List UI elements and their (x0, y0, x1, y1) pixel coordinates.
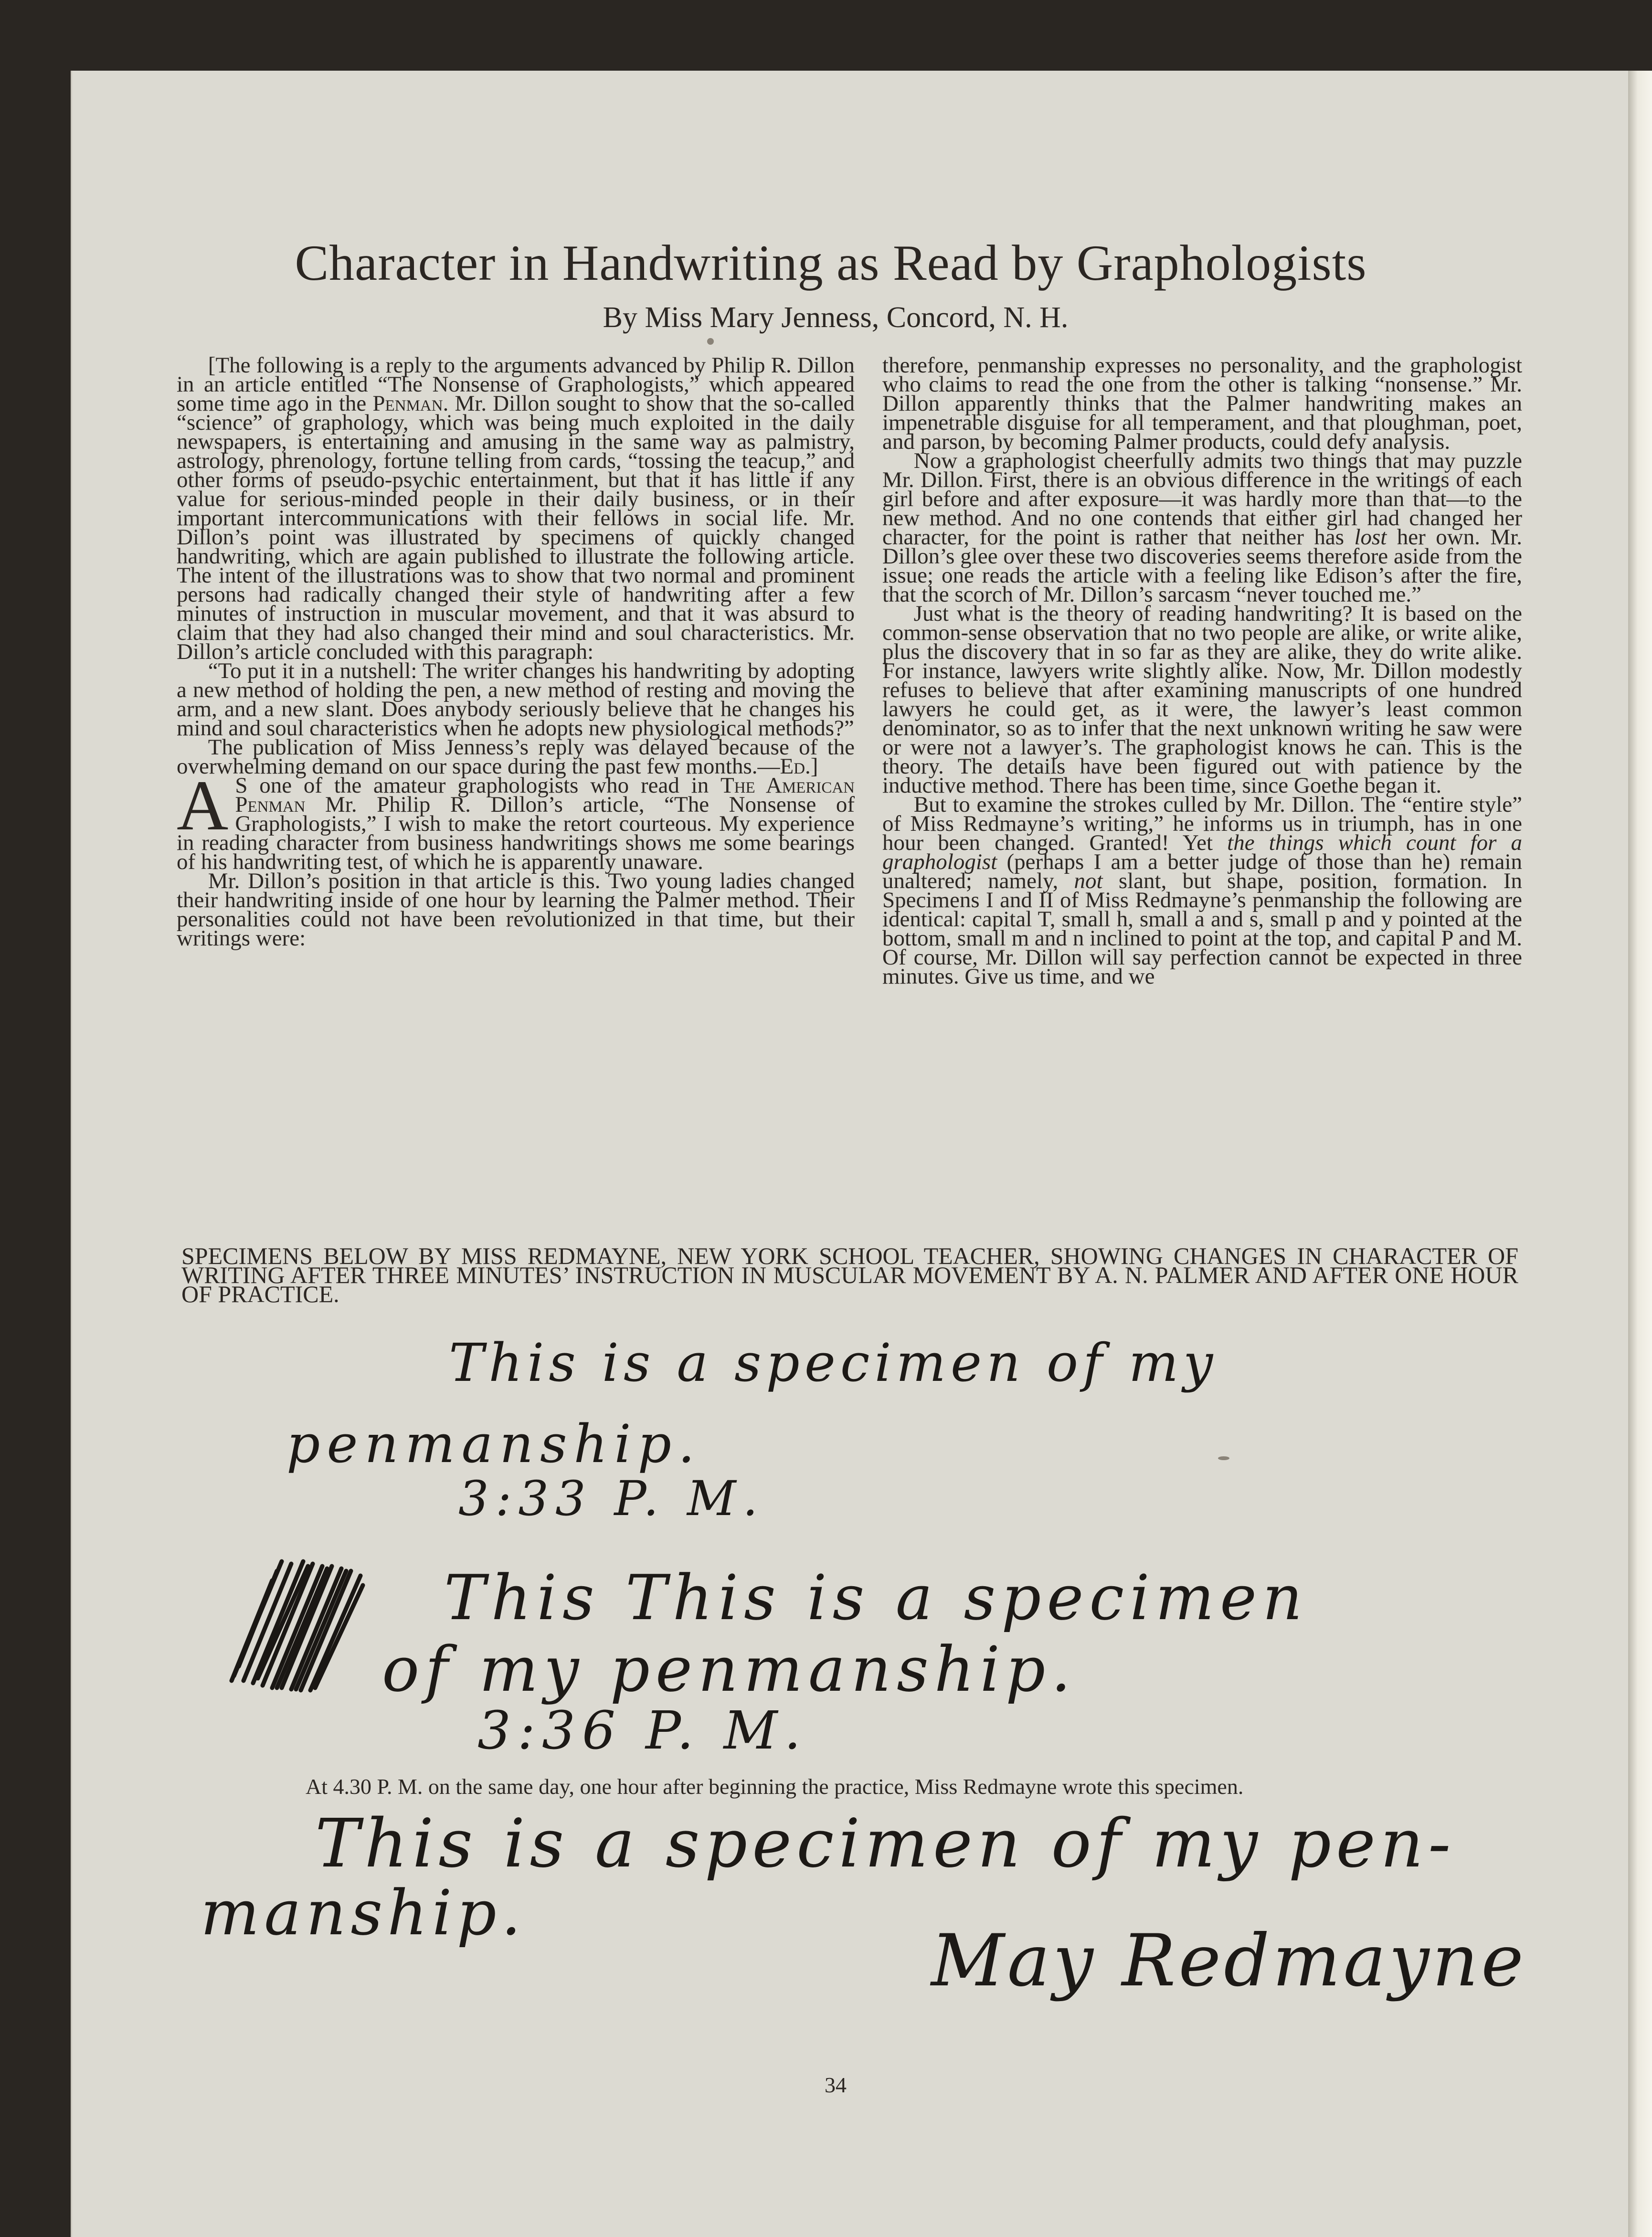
article-title: Character in Handwriting as Read by Graphologists (295, 235, 1367, 291)
specimen-3-note: At 4.30 P. M. on the same day, one hour after beginning the practice, Miss Redmayne wrote this specimen. (306, 1774, 1244, 1799)
body-paragraph: But to examine the strokes culled by Mr. Dillon. The “entire style” of Miss Redmayne’s writing,” he informs us in triumph, has in one hour been changed. Granted! Yet the things which count for a graphologist (perhaps I am a better judge of those than he) remain unaltered; namely, not slant, but shape, position, formation. In Specimens I and II of Miss Redmayne’s penmanship the following are identical: capital T, small h, small a and s, small p and y pointed at the bottom, small m and n inclined to point at the top, and capital P and M. Of course, Mr. Dillon will say perfection cannot be expected in three minutes. Give us time, and we (882, 792, 1522, 989)
page-number: 34 (825, 2073, 847, 2097)
ink-fleck (707, 338, 714, 345)
specimen-1-time: 3:33 P. M. (458, 1471, 765, 1527)
opening-paragraph: A S one of the amateur graphologists who read in The American Penman Mr. Philip R. Dillon’s article, “The Nonsense of Graphologists,” I wish to make the retort courteous. My experience in reading character from business handwritings shows me some bearings of his handwriting test, of which he is apparently unaware. (177, 766, 855, 874)
signature: May Redmayne (931, 1919, 1526, 2003)
drop-cap: A (177, 766, 229, 845)
body-paragraph: therefore, penmanship expresses no personality, and the graphologist who claims to read the one from the other is talking “nonsense.” Mr. Dillon apparently thinks that the Palmer handwriting makes an impenetrable disguise for all temperament, and that ploughman, poet, and parson, by becoming Palmer products, could defy analysis. (882, 353, 1522, 454)
specimen-2-line-1: This This is a specimen (444, 1561, 1308, 1634)
specimen-3-line-2: manship. (201, 1877, 526, 1949)
left-column (177, 353, 855, 951)
quoted-paragraph: “To put it in a nutshell: The writer changes his handwriting by adopting a new method of holding the pen, a new method of resting and moving the arm, and a new slant. Does anybody seriously believe that he changes his mind and soul characteristics when he adopts new physiological methods?” (177, 658, 855, 741)
editor-delay-note: The publication of Miss Jenness’s reply was delayed because of the overwhelming demand on our space during the past few months.—Ed.] (177, 735, 855, 779)
specimen-2-line-2: of my penmanship. (382, 1633, 1077, 1706)
body-paragraph: Mr. Dillon’s position in that article is this. Two young ladies changed their handwriting inside of one hour by learning the Palmer method. Their personalities could not have been revolutionized in that time, but their writings were: (177, 869, 855, 951)
specimen-3-line-1: This is a specimen of my pen- (315, 1805, 1456, 1883)
right-column (882, 353, 1522, 989)
ink-fleck (1218, 1456, 1229, 1460)
specimen-caption: SPECIMENS BELOW BY MISS REDMAYNE, NEW YORK SCHOOL TEACHER, SHOWING CHANGES IN CHARACTER OF WRITING AFTER THREE MINUTES’ INSTRUCTION IN MUSCULAR MOVEMENT BY A. N. PALMER AND AFTER ONE HOUR OF PRACTICE. (181, 1242, 1518, 1307)
body-paragraph: Now a graphologist cheerfully admits two things that may puzzle Mr. Dillon. First, there is an obvious difference in the writings of each girl before and after exposure—it was hardly more than that—to the new method. And no one contends that either girl had changed her character, for the point is rather that neither has lost her own. Mr. Dillon’s glee over these two discoveries seems therefore aside from the issue; one reads the article with a feeling like Edison’s after the fire, that the scorch of Mr. Dillon’s sarcasm “never touched me.” (882, 448, 1522, 607)
body-paragraph: Just what is the theory of reading handwriting? It is based on the common-sense observation that no two people are alike, or write alike, plus the discovery that in so far as they are alike, they do write alike. For instance, lawyers write slightly alike. Now, Mr. Dillon modestly refuses to believe that after examining manuscripts of one hundred lawyers he could get, as it were, the lawyer’s least common denominator, so as to infer that the next unknown writing he saw were or were not a lawyer’s. The graphologist knows he can. This is the theory. The details have been figured out with patience by the inductive method. There has been time, since Goethe began it. (882, 601, 1522, 798)
specimen-2-time: 3:36 P. M. (477, 1700, 808, 1761)
article-byline: By Miss Mary Jenness, Concord, N. H. (603, 301, 1069, 334)
editor-note: [The following is a reply to the arguments advanced by Philip R. Dillon in an article entitled “The Nonsense of Graphologists,” which appeared some time ago in the Penman. Mr. Dillon sought to show that the so-called “science” of graphology, which was being much exploited in the daily newspapers, is entertaining and amusing in the same way as palmistry, astrology, phrenology, fortune telling from cards, “tossing the teacup,” and other forms of pseudo-psychic entertainment, but that it has little if any value for serious-minded people in their daily business, or in their important intercommunications with their fellows in social life. Mr. Dillon’s point was illustrated by specimens of quickly changed handwriting, which are again published to illustrate the following article. The intent of the illustrations was to show that two normal and prominent persons had radically changed their style of handwriting after a few minutes of instruction in muscular movement, and that it was absurd to claim that they had also changed their mind and soul characteristics. Mr. Dillon’s article concluded with this paragraph: (177, 353, 855, 664)
specimen-1-line-1: This is a specimen of my (449, 1332, 1218, 1393)
next-page-edge (1628, 71, 1652, 2237)
specimen-1-line-2: penmanship. (286, 1413, 701, 1474)
scribbled-out-mark (224, 1552, 372, 1695)
